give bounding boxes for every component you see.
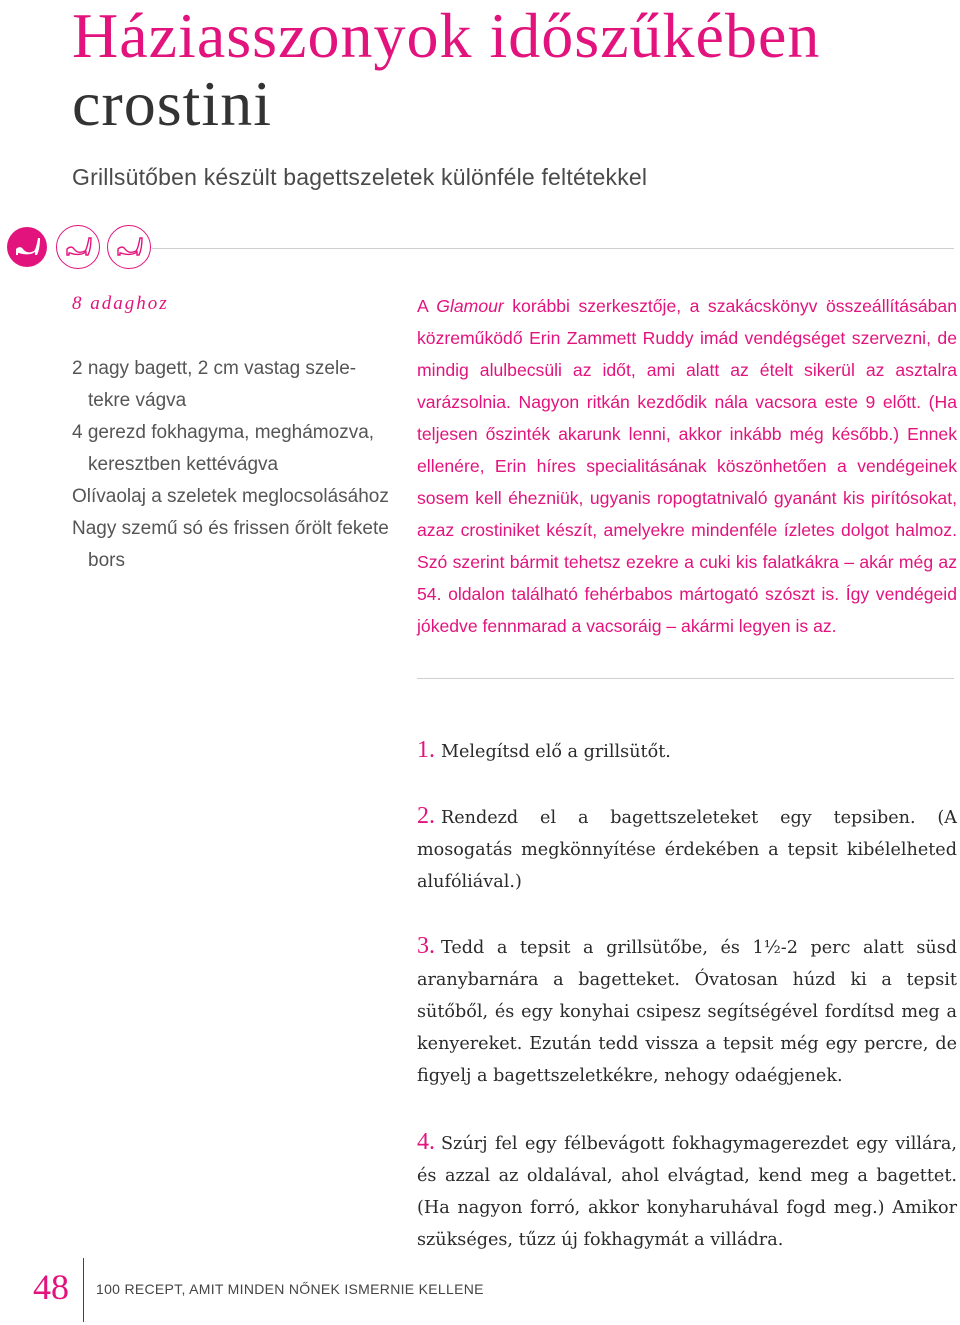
intro-lead: A — [417, 296, 437, 316]
ingredient-item: Olívaolaj a szeletek meglocsolásához — [72, 486, 389, 507]
divider-middle — [417, 678, 954, 679]
high-heel-shoe-icon — [56, 225, 100, 269]
step-text: Szúrj fel egy félbevágott fokhagymagerezdet egy villára, és azzal az oldalával, ahol elvágtad, kend meg a bagettet. (Ha nagyon forró, akkor konyharuhával fogd meg.) Amikor szükséges, tűzz új fokhagymát a villádra. — [417, 1134, 957, 1250]
ingredient-list — [72, 353, 392, 577]
step-text: Melegítsd elő a grillsütőt. — [441, 742, 671, 762]
step-item — [417, 734, 957, 768]
step-text: Rendezd el a bagettszeleteket egy tepsiben. (A mosogatás megkönnyítése érdekében a tepsit kibélelheted alufóliával.) — [417, 808, 957, 892]
ingredient-item: 2 nagy bagett, 2 cm vastag szele- tekre vágva — [72, 358, 357, 411]
recipe-title — [72, 2, 820, 138]
high-heel-shoe-icon — [107, 225, 151, 269]
step-item — [417, 1126, 957, 1256]
divider-top — [152, 248, 954, 249]
footer-divider — [83, 1258, 84, 1322]
high-heel-shoe-icon — [5, 225, 49, 269]
step-number: 1. — [417, 737, 435, 763]
step-number: 2. — [417, 803, 435, 829]
step-number: 3. — [417, 933, 435, 959]
method-steps — [417, 734, 957, 1288]
intro-paragraph — [417, 290, 957, 642]
book-title: 100 RECEPT, AMIT MINDEN NŐNEK ISMERNIE KELLENE — [96, 1281, 484, 1297]
ingredient-item: Nagy szemű só és frissen őrölt fekete bors — [72, 518, 389, 571]
step-item — [417, 930, 957, 1092]
page-number: 48 — [33, 1267, 69, 1307]
servings: 8 adaghoz — [72, 293, 169, 314]
recipe-subtitle: Grillsütőben készült bagettszeletek különféle feltétekkel — [72, 164, 648, 190]
intro-body: korábbi szerkesztője, a szakácskönyv összeállításában közreműködő Erin Zammett Ruddy imád vendégséget szervezni, de mindig alulbecsüli az időt, ami alatt az ételt sikerül az asztalra varázsolnia. Nagyon ritkán kezdődik nála vacsora este 9 előtt. (Ha teljesen őszinték akarunk lenni, akkor inkább még később.) Ennek ellenére, Erin híres specialitásának köszönhetően a vendégeinek sosem kell éhezniük, ugyanis ropogtatnivaló gyanánt kis pirítósokat, azaz crostiniket készít, amelyekre mindenféle ízletes dolgot halmoz. Szó szerint bármit tehetsz ezekre a cuki kis falatkákra – akár még az 54. oldalon található fehérbabos mártogató szószt is. Így vendégeid jókedve fennmarad a vacsoráig – akármi legyen is az. — [417, 296, 958, 636]
magazine-name: Glamour — [436, 296, 504, 316]
recipe-title-line2: crostini — [72, 68, 272, 139]
ingredient-item: 4 gerezd fokhagyma, meghámozva, keresztben kettévágva — [72, 422, 375, 475]
recipe-title-line1: Háziasszonyok időszűkében — [72, 0, 821, 71]
step-text: Tedd a tepsit a grillsütőbe, és 1½-2 perc alatt süsd aranybarnára a bagetteket. Óvatosan húzd ki a tepsit sütőből, és egy konyhai csipesz segítségével fordítsd meg a kenyereket. Ezután tedd vissza a tepsit még egy percre, de figyelj a bagettszeletkékre, nehogy odaégjenek. — [417, 938, 957, 1086]
step-item — [417, 800, 957, 898]
difficulty-rating — [5, 225, 151, 269]
step-number: 4. — [417, 1129, 435, 1155]
